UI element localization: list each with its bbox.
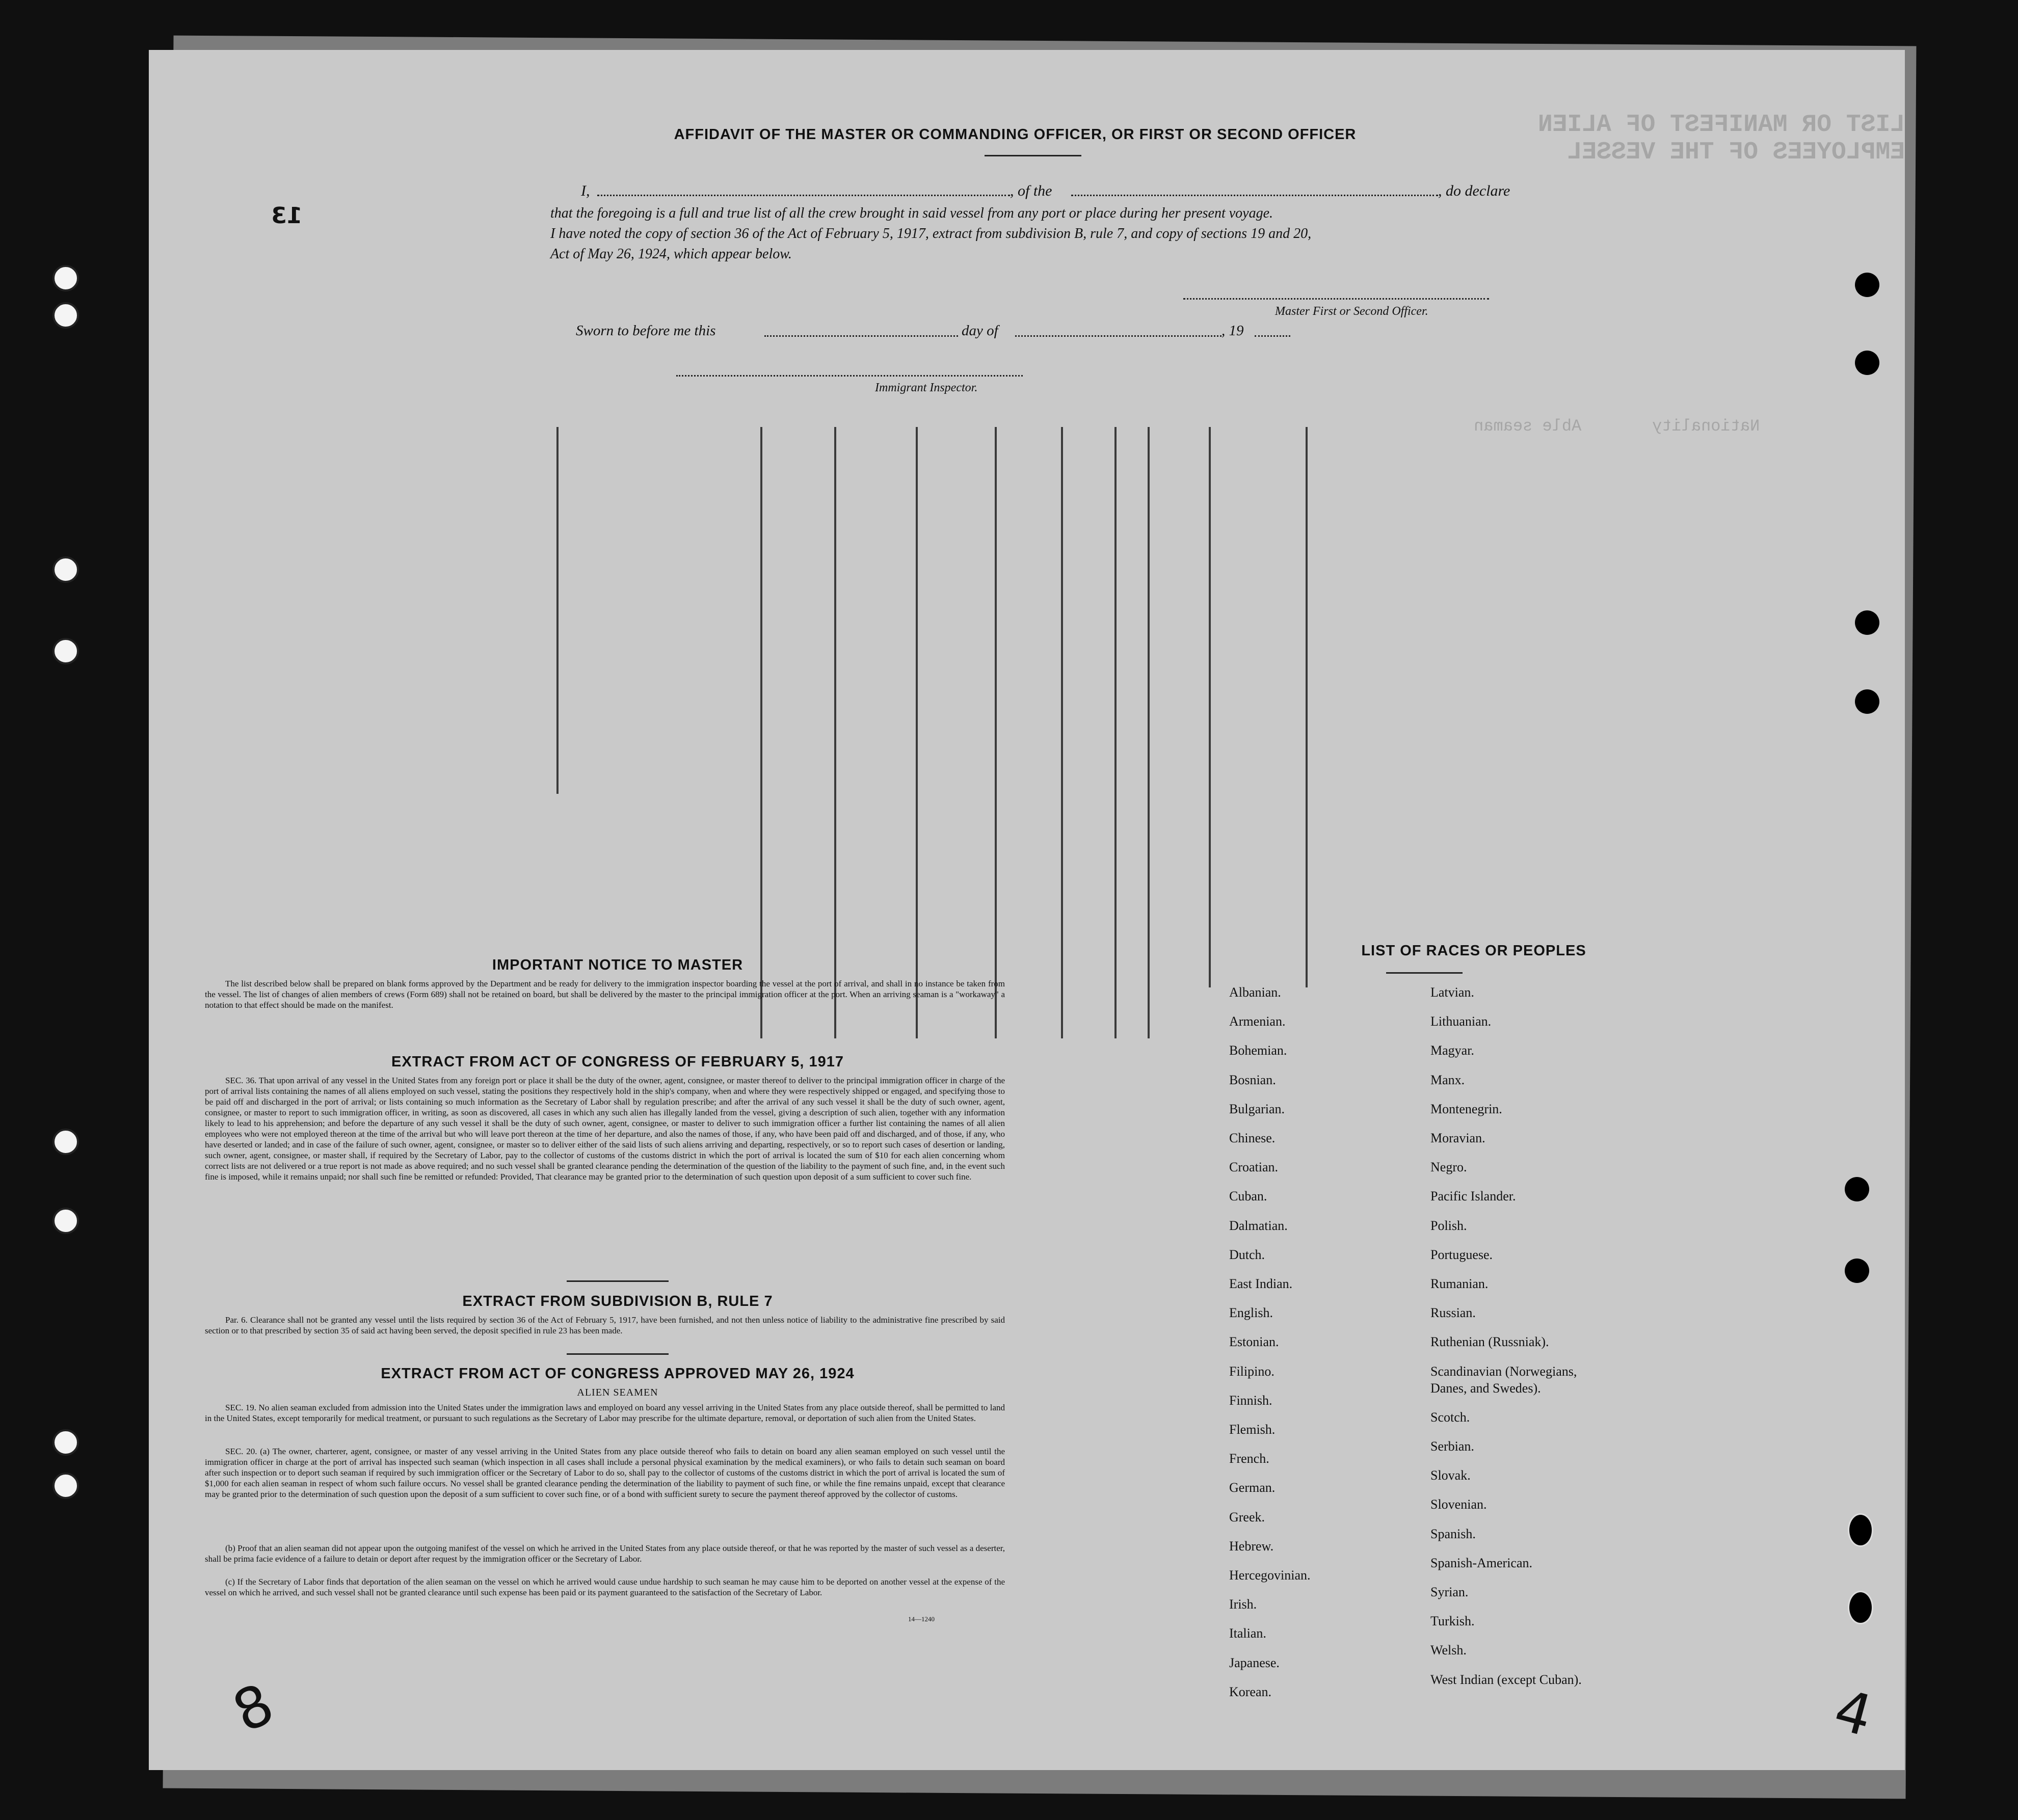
race-item: Irish. [1229, 1597, 1257, 1612]
binder-hole [1855, 610, 1879, 635]
race-item: Croatian. [1229, 1160, 1279, 1175]
table-column-rule [995, 427, 997, 1038]
race-item: Armenian. [1229, 1014, 1286, 1029]
binder-hole [1848, 1591, 1873, 1624]
document-page [149, 50, 1905, 1770]
table-column-rule [760, 427, 762, 1038]
race-item: Greek. [1229, 1509, 1265, 1524]
race-item: Scotch. [1430, 1409, 1470, 1425]
race-item: Slovak. [1430, 1468, 1471, 1483]
inspector-label: Immigrant Inspector. [875, 381, 978, 394]
race-item: Moravian. [1430, 1131, 1485, 1145]
notice-body: The list described below shall be prepared on blank forms approved by the Department and be ready for delivery to the immigration inspector boarding the vessel at the port of arrival, and shall in no instance be taken from the vessel. The list of changes of alien members of crews (Form 689) shall not be retained on board, but shall be delivered by the master to the principal immigration officer at the port. When an arriving seaman is a "workaway" a notation to that effect should be made on the manifest. [205, 979, 1005, 1010]
binder-hole [1845, 1177, 1869, 1201]
notice-title: IMPORTANT NOTICE TO MASTER [492, 957, 744, 973]
binder-hole [1855, 689, 1879, 714]
year-blank [1255, 335, 1290, 337]
race-item: Negro. [1430, 1160, 1467, 1175]
affidavit-line3: I have noted the copy of section 36 of the Act of February 5, 1917, extract from subdivision B, rule 7, and copy of sections 19 and 20, [550, 226, 1312, 242]
race-item: Latvian. [1430, 985, 1474, 1000]
race-item: Bohemian. [1229, 1043, 1287, 1058]
race-item: Spanish. [1430, 1526, 1476, 1541]
race-item: East Indian. [1229, 1276, 1293, 1291]
race-item: Ruthenian (Russniak). [1430, 1334, 1549, 1350]
day-blank [764, 335, 958, 337]
race-item: Dalmatian. [1229, 1218, 1288, 1233]
sec20c-body: (c) If the Secretary of Labor finds that deportation of the alien seaman on the vessel on which he arrived would cause undue hardship to such seaman he may cause him to be deported on another vessel at the expense of the vessel on which he arrived, and such vessel shall not be granted clearance until such expense has been paid or its payment guaranteed to the satisfaction of the Secretary of Labor. [205, 1577, 1005, 1597]
sec20a-body: SEC. 20. (a) The owner, charterer, agent, consignee, or master of any vessel arriving in the United States from any place outside thereof who fails to detain on board any alien seaman employed on such vessel until the immigration officer in charge at the port of arrival has inspected such seaman (which inspection in all cases shall include a personal physical examination by the medical examiners), or who fails to detain such seaman on board after such inspection or to deport such seaman if required by such immigration officer or the Secretary of Labor to do so, shall pay to the collector of customs of the customs district in which the port of arrival is located the sum of $1,000 for each alien seaman in respect of whom such failure occurs. No vessel shall be granted clearance pending the determination of the liability to payment of such fine, or while the fine remains unpaid, except that clearance may be granted prior to the determination of such question upon the deposit of a sum sufficient to cover such fine, or of a bond with sufficient surety to secure the payment thereof approved by the collector of customs. [205, 1447, 1005, 1499]
race-item: Hebrew. [1229, 1538, 1274, 1554]
table-column-rule [916, 427, 918, 1038]
table-column-rule [834, 427, 836, 1038]
race-item: Syrian. [1430, 1585, 1469, 1599]
form-number: 14—1240 [908, 1615, 935, 1623]
sec20b-body: (b) Proof that an alien seaman did not appear upon the outgoing manifest of the vessel on which he arrived in the United States from any place outside thereof, or that he was reported by the master of such vessel as a deserter, shall be prima facie evidence of a failure to detain or deport after request by the immigration officer or the Secretary of Labor. [205, 1543, 1005, 1564]
race-item: Magyar. [1430, 1043, 1474, 1058]
subdivision-title: EXTRACT FROM SUBDIVISION B, RULE 7 [462, 1293, 773, 1309]
binder-hole [52, 638, 79, 664]
races-title-rule [1386, 972, 1463, 974]
race-item: Bulgarian. [1229, 1101, 1285, 1116]
extract-1917-title: EXTRACT FROM ACT OF CONGRESS OF FEBRUARY 5, 1917 [391, 1054, 844, 1070]
race-item: Cuban. [1229, 1189, 1267, 1204]
race-item: Manx. [1430, 1072, 1465, 1087]
race-item: Dutch. [1229, 1247, 1265, 1262]
title-rule [985, 155, 1081, 156]
day-of-label: day of [962, 323, 998, 339]
table-column-rule [1306, 427, 1308, 987]
race-item: West Indian (except Cuban). [1430, 1672, 1582, 1687]
race-item: Montenegrin. [1430, 1101, 1502, 1116]
side-number-stamp: 13 [271, 203, 303, 229]
race-item: Finnish. [1229, 1393, 1272, 1408]
handwritten-mark-right: 4 [1827, 1677, 1879, 1749]
race-item: Bosnian. [1229, 1072, 1276, 1087]
affidavit-declare: , do declare [1438, 182, 1510, 199]
sec19-body: SEC. 19. No alien seaman excluded from admission into the United States under the immigration laws and employed on board any vessel arriving in the United States from any place outside thereof, shall be permitted to land in the United States, except temporarily for medical treatment, or pursuant to such regulations as the Secretary of Labor may prescribe for the ultimate departure, removal, or deportation of such alien from the United States. [205, 1403, 1005, 1423]
affidavit-i: I, [581, 182, 590, 199]
alien-seamen-subtitle: ALIEN SEAMEN [577, 1387, 658, 1398]
races-title: LIST OF RACES OR PEOPLES [1361, 943, 1586, 959]
binder-hole [52, 302, 79, 329]
handwritten-mark-left: 8 [223, 1671, 283, 1745]
race-item: Japanese. [1229, 1655, 1280, 1670]
binder-hole [52, 265, 79, 291]
table-column-rule [1061, 427, 1063, 1038]
race-item: Portuguese. [1430, 1247, 1493, 1262]
race-item: German. [1229, 1480, 1276, 1495]
vessel-blank [1071, 195, 1438, 196]
race-item: Pacific Islander. [1430, 1189, 1516, 1204]
binder-hole [52, 1129, 79, 1155]
race-item: English. [1229, 1305, 1273, 1321]
table-column-rule [1209, 427, 1211, 987]
table-column-rule [1148, 427, 1150, 1038]
binder-hole [1855, 351, 1879, 375]
affidavit-line2: that the foregoing is a full and true list of all the crew brought in said vessel from any port or place during her present voyage. [550, 205, 1273, 221]
race-item: Chinese. [1229, 1131, 1276, 1145]
binder-hole [52, 1208, 79, 1234]
race-item: Serbian. [1430, 1439, 1474, 1454]
affidavit-title: AFFIDAVIT OF THE MASTER OR COMMANDING OFFICER, OR FIRST OR SECOND OFFICER [674, 126, 1357, 143]
race-item: Turkish. [1430, 1614, 1475, 1629]
extract-1924-title: EXTRACT FROM ACT OF CONGRESS APPROVED MAY 26, 1924 [381, 1366, 855, 1382]
subdivision-body: Par. 6. Clearance shall not be granted any vessel until the lists required by section 36 of the Act of February 5, 1917, have been furnished, and not then unless notice of liability to the administrative fine prescribed by said section or to that prescribed by section 35 of said act having been served, the deposit specified in rule 23 has been made. [205, 1315, 1005, 1335]
race-item: Hercegovinian. [1229, 1568, 1311, 1583]
extract-1917-body: SEC. 36. That upon arrival of any vessel in the United States from any foreign port or place it shall be the duty of the owner, agent, consignee, or master thereof to deliver to the principal immigration officer in charge of the port of arrival lists containing the names of all aliens employed on such vessel, stating the positions they respectively hold in the ship's company, when and where they were respectively shipped or engaged, and specifying those to be paid off and discharged in the port of arrival; or lists containing so much information as the Secretary of Labor shall by regulation prescribe; and after the arrival of any such vessel it shall be the duty of such owner, agent, consignee, or master to report to such immigration officer, in writing, as soon as discovered, all cases in which any such alien has illegally landed from the vessel, giving a description of such alien, together with any information likely to lead to his apprehension; and before the departure of any such vessel it shall be the duty of such owner, agent, consignee, or master to deliver to such immigration officer a further list containing the names of all alien employees who were not employed thereon at the time of the arrival but who will leave port thereon at the time of her departure, and also the names of those, if any, who have been paid off and discharged, and of those, if any, who have deserted or landed; and in case of the failure of such owner, agent, consignee, or master so to deliver either of the said lists of such aliens arriving and departing, respectively, or so to report such cases of desertion or landing, such owner, agent, consignee, or master shall, if required by the Secretary of Labor, pay to the collector of customs of the customs district in which the port of arrival is located the sum of $10 for each alien concerning whom correct lists are not delivered or a true report is not made as above required; and no such vessel shall be granted clearance pending the determination of the question of the liability to the payment of such fine, and, in the event such fine is imposed, while it remains unpaid; nor shall such fine be remitted or refunded: Provided, That clearance may be granted prior to the determination of such question upon deposit of a sum sufficient to cover such fine. [205, 1076, 1005, 1182]
affidavit-of-the: , of the [1010, 182, 1052, 199]
inspector-signature-line [676, 375, 1023, 377]
month-blank [1015, 335, 1222, 337]
binder-hole [1845, 1259, 1869, 1283]
section-rule [567, 1280, 669, 1282]
section-rule [567, 1353, 669, 1355]
race-item: Welsh. [1430, 1643, 1467, 1658]
race-item: Spanish-American. [1430, 1555, 1533, 1570]
race-item: Lithuanian. [1430, 1014, 1492, 1029]
master-label: Master First or Second Officer. [1275, 305, 1428, 318]
race-item: Rumanian. [1430, 1276, 1489, 1291]
show-through-text: Nationality [1652, 417, 1760, 436]
race-item: Estonian. [1229, 1334, 1279, 1350]
show-through-text: LIST OR MANIFEST OF ALIEN EMPLOYEES OF THE VESSEL [1537, 111, 1905, 166]
sworn-label: Sworn to before me this [576, 323, 716, 339]
race-item: French. [1229, 1451, 1269, 1466]
binder-hole [52, 1429, 79, 1456]
table-column-rule [1114, 427, 1117, 1038]
race-item: Italian. [1229, 1626, 1266, 1641]
year-label: , 19 [1222, 323, 1244, 339]
master-signature-line [1183, 298, 1489, 300]
binder-hole [1855, 273, 1879, 297]
race-item: Flemish. [1229, 1422, 1276, 1437]
race-item: Albanian. [1229, 985, 1281, 1000]
race-item: Polish. [1430, 1218, 1467, 1233]
race-item: Russian. [1430, 1305, 1476, 1321]
table-column-rule [556, 427, 559, 794]
binder-hole [52, 1473, 79, 1499]
name-blank [597, 195, 1010, 196]
show-through-text: Able seaman [1474, 417, 1582, 436]
race-item: Filipino. [1229, 1363, 1274, 1379]
binder-hole [1848, 1513, 1873, 1547]
race-item: Scandinavian (Norwegians, [1430, 1363, 1577, 1379]
race-item: Korean. [1229, 1684, 1272, 1699]
binder-hole [52, 556, 79, 583]
race-item: Slovenian. [1430, 1497, 1487, 1512]
affidavit-line4: Act of May 26, 1924, which appear below. [550, 246, 792, 262]
race-item: Danes, and Swedes). [1430, 1380, 1541, 1396]
